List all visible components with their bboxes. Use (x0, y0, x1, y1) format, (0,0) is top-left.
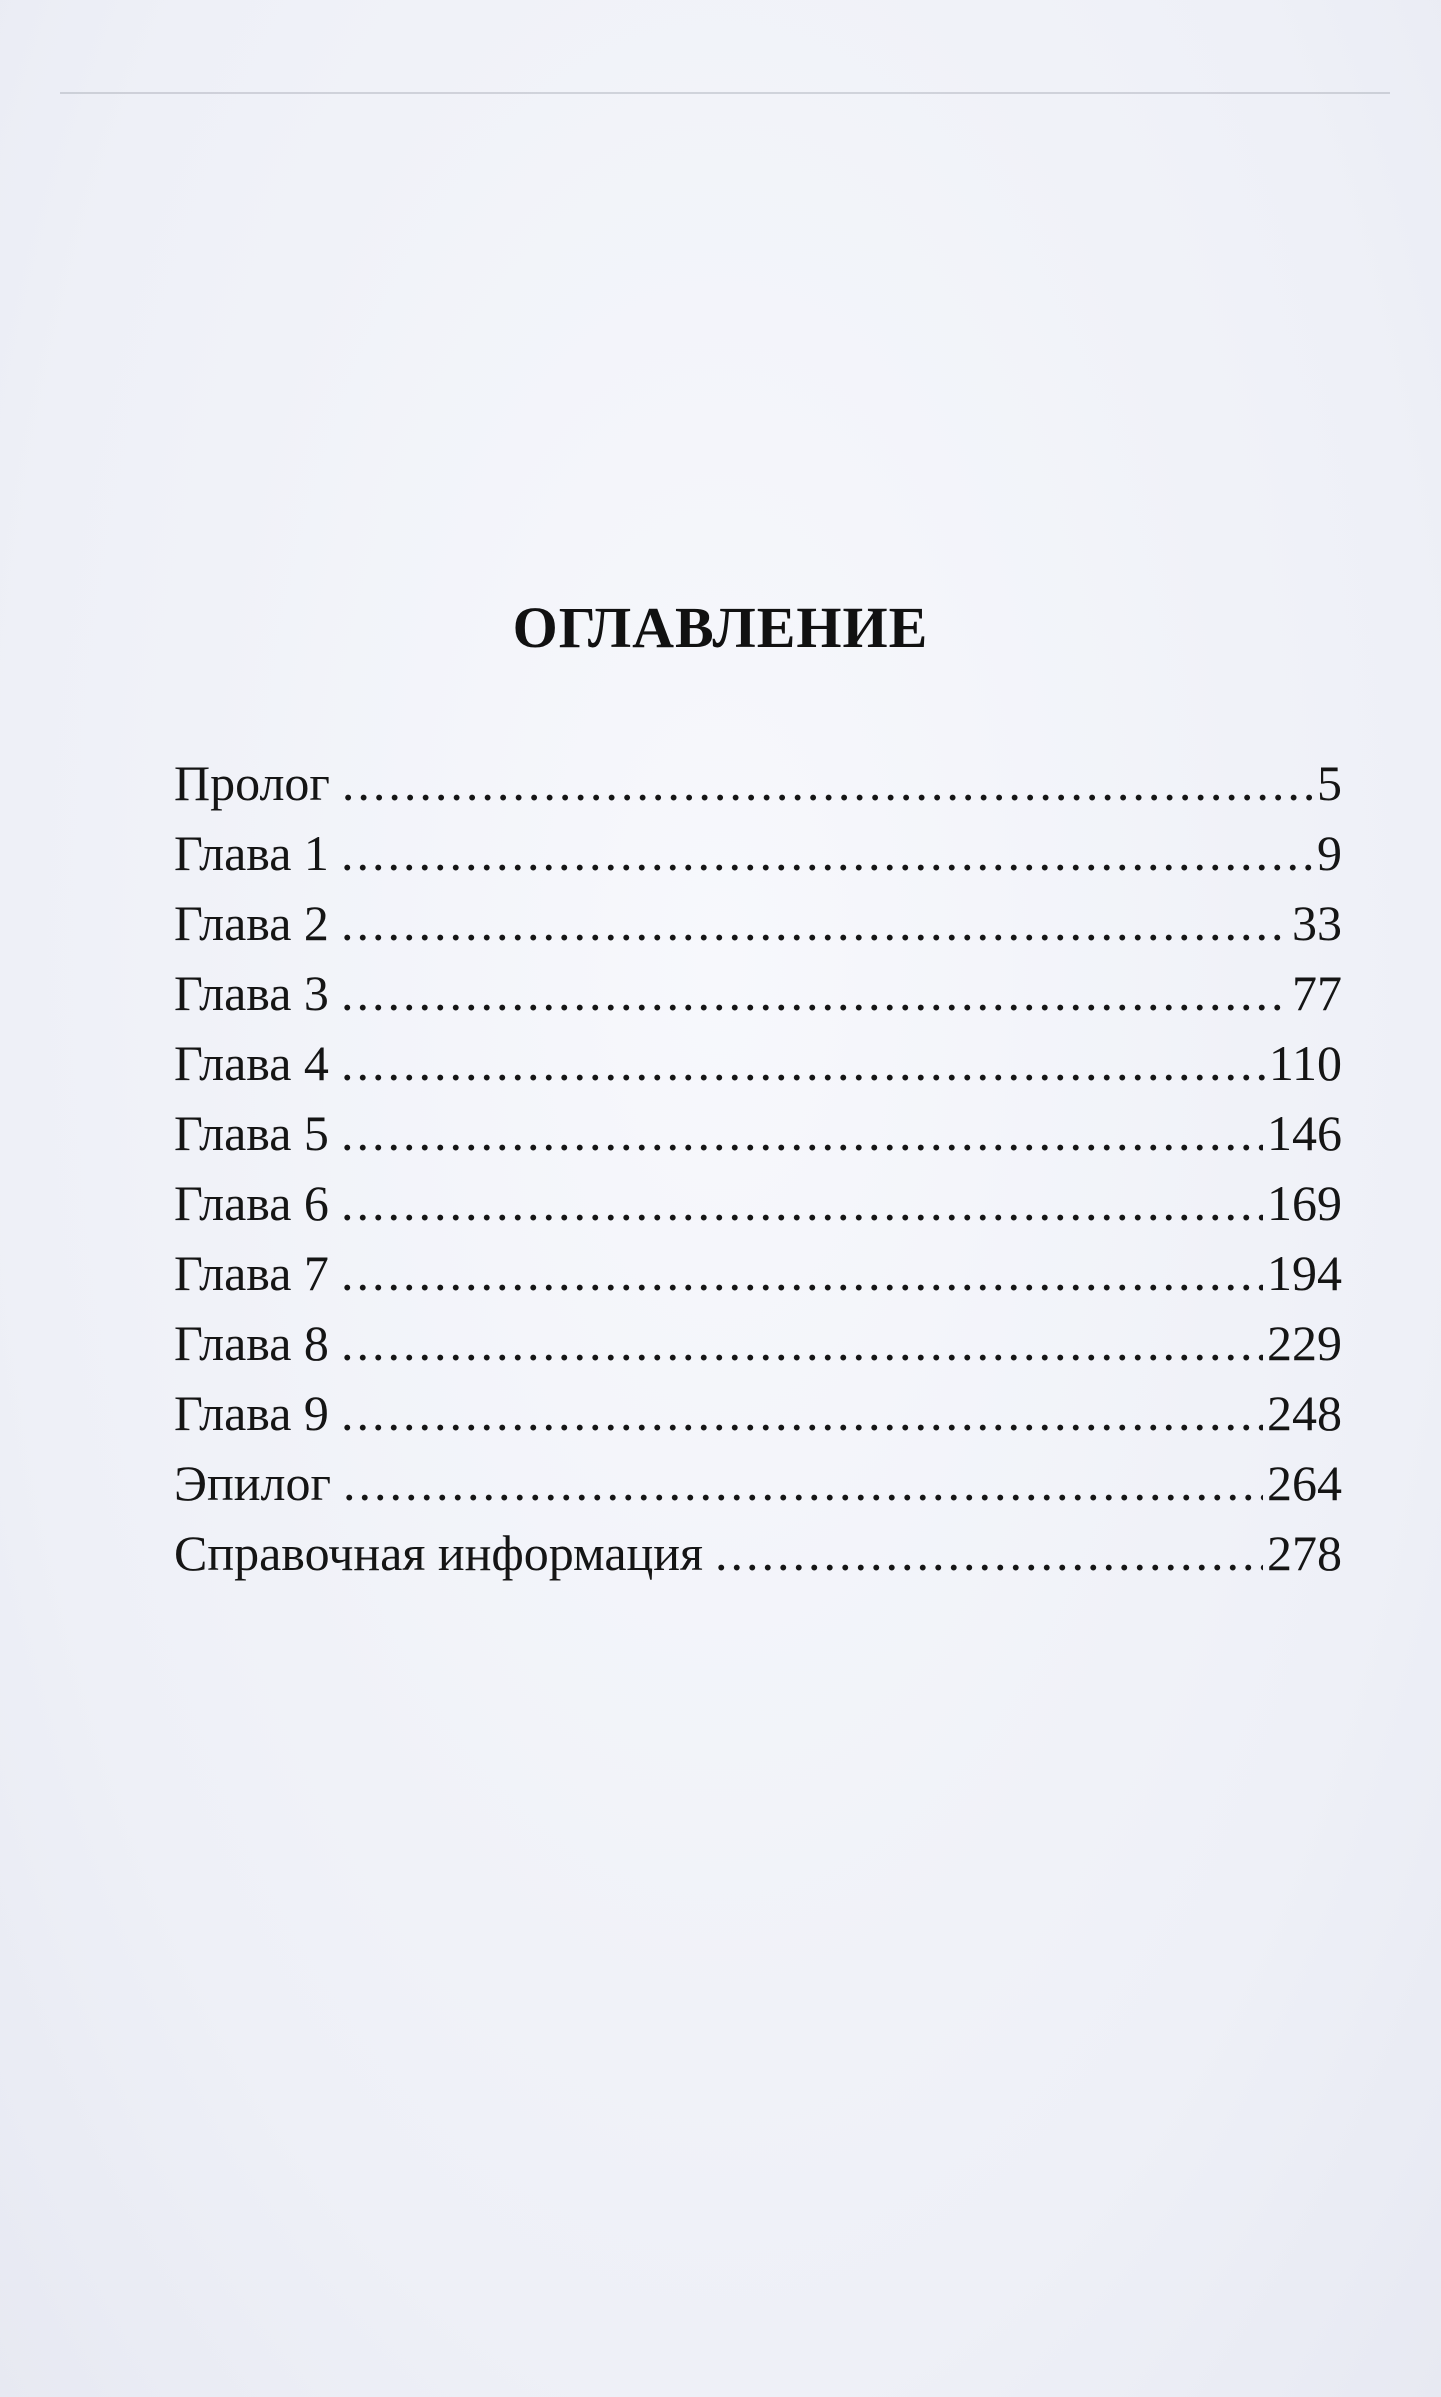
page-title: ОГЛАВЛЕНИЕ (512, 594, 929, 660)
toc-entry-label: Эпилог (174, 1455, 331, 1511)
bleed-through-rule (60, 92, 1390, 94)
toc-entry-label: Справочная информация (174, 1525, 704, 1581)
toc-leader-dots (341, 958, 1288, 1028)
toc-entry-chapter-9 (174, 1378, 1342, 1448)
toc-entry-prologue (174, 748, 1342, 818)
toc-entry-label: Глава 8 (174, 1315, 329, 1371)
toc-leader-dots (341, 818, 1313, 888)
toc-entry-chapter-6 (174, 1168, 1342, 1238)
toc-entry-page: 229 (1267, 1315, 1342, 1371)
toc-entry-page: 110 (1268, 1035, 1342, 1091)
toc-entry-label: Пролог (174, 755, 330, 811)
toc-leader-dots (342, 748, 1313, 818)
toc-entry-chapter-2 (174, 888, 1342, 958)
toc-entry-label: Глава 4 (174, 1035, 329, 1091)
toc-leader-dots (341, 1168, 1263, 1238)
toc-entry-chapter-3 (174, 958, 1342, 1028)
toc-entry-chapter-8 (174, 1308, 1342, 1378)
table-of-contents (174, 748, 1342, 1588)
toc-entry-page: 5 (1317, 755, 1342, 811)
toc-entry-page: 264 (1267, 1455, 1342, 1511)
toc-entry-page: 77 (1292, 965, 1342, 1021)
toc-entry-page: 278 (1267, 1525, 1342, 1581)
toc-leader-dots (341, 1098, 1263, 1168)
toc-leader-dots (341, 888, 1288, 958)
toc-entry-reference-info (174, 1518, 1342, 1588)
bleed-through-page-number (1380, 28, 1390, 78)
toc-entry-page: 194 (1267, 1245, 1342, 1301)
toc-entry-chapter-5 (174, 1098, 1342, 1168)
toc-entry-label: Глава 2 (174, 895, 329, 951)
toc-leader-dots (715, 1518, 1263, 1588)
bleed-through-running-title (60, 28, 70, 78)
toc-leader-dots (341, 1028, 1265, 1098)
toc-entry-epilogue (174, 1448, 1342, 1518)
bleed-through-text-lower (105, 1580, 1425, 2361)
toc-leader-dots (343, 1448, 1263, 1518)
bleed-through-header (60, 28, 1390, 78)
toc-entry-label: Глава 5 (174, 1105, 329, 1161)
toc-entry-page: 146 (1267, 1105, 1342, 1161)
toc-entry-label: Глава 7 (174, 1245, 329, 1301)
toc-entry-page: 9 (1317, 825, 1342, 881)
toc-entry-page: 33 (1292, 895, 1342, 951)
toc-entry-chapter-1 (174, 818, 1342, 888)
toc-entry-label: Глава 9 (174, 1385, 329, 1441)
toc-leader-dots (341, 1378, 1263, 1448)
toc-entry-chapter-7 (174, 1238, 1342, 1308)
toc-entry-label: Глава 3 (174, 965, 329, 1021)
toc-entry-chapter-4 (174, 1028, 1342, 1098)
toc-entry-label: Глава 1 (174, 825, 329, 881)
toc-leader-dots (341, 1308, 1263, 1378)
toc-entry-label: Глава 6 (174, 1175, 329, 1231)
toc-leader-dots (341, 1238, 1263, 1308)
toc-entry-page: 248 (1267, 1385, 1342, 1441)
toc-entry-page: 169 (1267, 1175, 1342, 1231)
